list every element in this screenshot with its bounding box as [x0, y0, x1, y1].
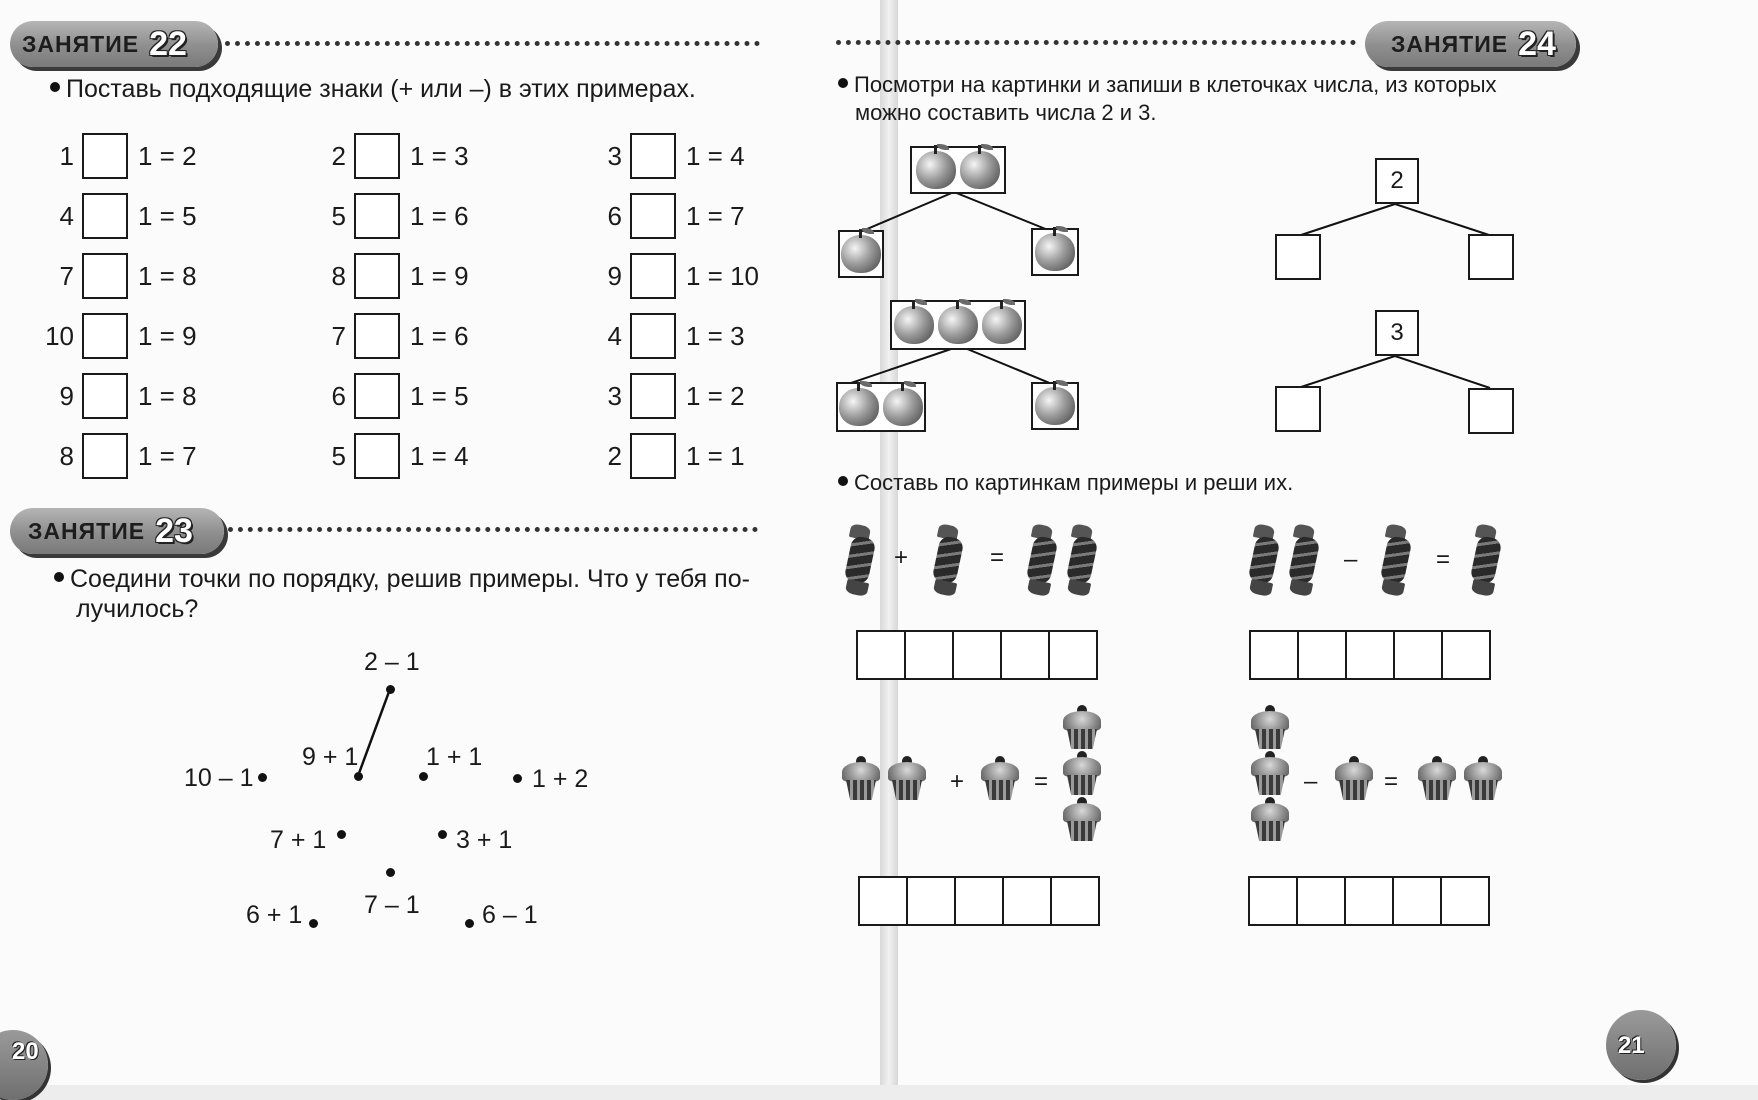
equation-rest: 1 = 6	[410, 320, 469, 351]
cupcake-icon	[1249, 755, 1291, 797]
equation-rest: 1 = 1	[686, 440, 745, 471]
page-number-badge	[1606, 1010, 1676, 1080]
apple-icon	[960, 151, 1000, 189]
apples-two-box	[836, 382, 926, 432]
operand: 1	[59, 140, 74, 171]
answer-box[interactable]	[1275, 386, 1321, 432]
bullet-icon	[838, 78, 848, 88]
apple-one-box	[1031, 382, 1079, 430]
apple-icon	[839, 388, 879, 426]
apple-icon	[841, 235, 881, 273]
candy-icon	[1064, 525, 1100, 595]
equals-sign: =	[1034, 768, 1049, 795]
point-dot[interactable]	[419, 772, 428, 781]
equation-rest: 1 = 2	[138, 140, 197, 171]
operand: 4	[59, 200, 74, 231]
left-page	[0, 0, 880, 1085]
dot-label: 9 + 1	[302, 743, 359, 771]
tree-top-number: 3	[1375, 310, 1419, 356]
apple-icon	[1035, 387, 1075, 425]
point-dot[interactable]	[337, 830, 346, 839]
lesson-number: 22	[149, 24, 187, 63]
point-dot[interactable]	[465, 919, 474, 928]
answer-grid[interactable]	[856, 630, 1098, 680]
cupcake-icon	[1061, 755, 1103, 797]
answer-grid[interactable]	[1248, 876, 1490, 926]
dot-label: 7 – 1	[364, 891, 420, 919]
point-dot[interactable]	[386, 868, 395, 877]
dot-label: 7 + 1	[270, 826, 327, 854]
equation-rest: 1 = 10	[686, 260, 760, 291]
lesson-label: ЗАНЯТИЕ	[22, 30, 140, 57]
cupcake-icon	[1249, 709, 1291, 751]
equation-rest: 1 = 9	[410, 260, 469, 291]
operand: 5	[331, 200, 346, 231]
equation-rest: 1 = 2	[686, 380, 745, 411]
dot-label: 2 – 1	[364, 648, 420, 676]
candy-icon	[1468, 525, 1504, 595]
answer-box[interactable]	[1468, 234, 1514, 280]
candy-group	[926, 520, 970, 600]
dot-label: 10 – 1	[184, 764, 254, 792]
apples-three-box	[890, 300, 1026, 350]
lesson-label: ЗАНЯТИЕ	[28, 517, 146, 544]
equation-rest: 1 = 5	[410, 380, 469, 411]
equation-rest: 1 = 7	[138, 440, 197, 471]
operand: 9	[59, 380, 74, 411]
equation-rest: 1 = 7	[686, 200, 745, 231]
point-dot[interactable]	[438, 830, 447, 839]
cupcake-icon	[1462, 760, 1504, 802]
apple-icon	[916, 151, 956, 189]
operand: 2	[607, 440, 622, 471]
task-instruction-cont: лучилось?	[76, 595, 199, 623]
operand: 6	[331, 380, 346, 411]
candy-icon	[842, 525, 878, 595]
operand: 8	[59, 440, 74, 471]
apple-icon	[982, 306, 1022, 344]
cupcake-icon	[840, 760, 882, 802]
dot-label: 6 + 1	[246, 901, 303, 929]
lesson-label: ЗАНЯТИЕ	[1391, 30, 1509, 57]
minus-sign: –	[1344, 546, 1358, 573]
operand: 10	[45, 320, 74, 351]
point-dot[interactable]	[386, 685, 395, 694]
cupcake-icon	[1061, 801, 1103, 843]
cupcake-group	[1330, 756, 1378, 806]
cupcake-icon	[1333, 760, 1375, 802]
candy-group	[1016, 520, 1108, 600]
minus-sign: –	[1304, 768, 1318, 795]
equation-rest: 1 = 3	[686, 320, 745, 351]
apples-two-box	[910, 146, 1006, 194]
apple-icon	[894, 306, 934, 344]
cupcake-icon	[1061, 709, 1103, 751]
candy-icon	[1286, 525, 1322, 595]
equals-sign: =	[1436, 546, 1451, 573]
answer-box[interactable]	[1275, 234, 1321, 280]
candy-group	[838, 520, 882, 600]
task-instruction: Соедини точки по порядку, решив примеры. Что у тебя по-	[54, 564, 774, 594]
cupcake-icon	[886, 760, 928, 802]
equation-rest: 1 = 6	[410, 200, 469, 231]
operand: 5	[331, 440, 346, 471]
equation-rest: 1 = 8	[138, 260, 197, 291]
plus-sign: +	[950, 768, 965, 795]
dot-label: 3 + 1	[456, 826, 513, 854]
dot-label: 1 + 1	[426, 743, 483, 771]
cupcake-stack	[1246, 706, 1294, 846]
operand: 4	[607, 320, 622, 351]
connection-line	[0, 0, 880, 1085]
equation-rest: 1 = 4	[410, 440, 469, 471]
operand: 8	[331, 260, 346, 291]
operand: 2	[331, 140, 346, 171]
dot-label: 6 – 1	[482, 901, 538, 929]
plus-sign: +	[894, 544, 909, 571]
equation-rest: 1 = 8	[138, 380, 197, 411]
point-dot[interactable]	[354, 772, 363, 781]
candy-group	[1238, 520, 1330, 600]
cupcake-group	[976, 756, 1024, 806]
equals-sign: =	[990, 544, 1005, 571]
bullet-icon	[838, 476, 848, 486]
cupcake-group	[836, 756, 932, 806]
equation-rest: 1 = 9	[138, 320, 197, 351]
task-instruction: Поставь подходящие знаки (+ или –) в этих примерах.	[50, 74, 850, 104]
candy-group	[1464, 520, 1508, 600]
page-number: 21	[1618, 1032, 1645, 1059]
cupcake-icon	[979, 760, 1021, 802]
point-dot[interactable]	[513, 774, 522, 783]
lesson-number: 24	[1518, 24, 1556, 63]
apple-icon	[883, 388, 923, 426]
task-instruction-cont: можно составить числа 2 и 3.	[855, 100, 1157, 125]
apple-icon	[938, 306, 978, 344]
candy-icon	[930, 525, 966, 595]
lesson-number: 23	[155, 511, 193, 550]
cupcake-stack	[1058, 706, 1106, 846]
task-instruction: Составь по картинкам примеры и реши их.	[838, 468, 1398, 498]
operand: 9	[607, 260, 622, 291]
cupcake-icon	[1416, 760, 1458, 802]
page-number: 20	[12, 1038, 39, 1065]
cupcake-group	[1410, 756, 1510, 806]
equation-rest: 1 = 4	[686, 140, 745, 171]
answer-grid[interactable]	[858, 876, 1100, 926]
operand: 3	[607, 380, 622, 411]
candy-group	[1374, 520, 1418, 600]
apple-icon	[1035, 233, 1075, 271]
operand: 3	[607, 140, 622, 171]
apple-one-box	[1031, 228, 1079, 276]
equation-rest: 1 = 5	[138, 200, 197, 231]
candy-icon	[1246, 525, 1282, 595]
equation-rest: 1 = 3	[410, 140, 469, 171]
answer-box[interactable]	[1468, 388, 1514, 434]
task-instruction: Посмотри на картинки и запиши в клеточках числа, из которых	[838, 70, 1558, 100]
apple-one-box	[838, 230, 884, 278]
operand: 7	[59, 260, 74, 291]
right-page	[854, 0, 1758, 1085]
point-dot[interactable]	[258, 773, 267, 782]
tree-top-number: 2	[1375, 158, 1419, 204]
equals-sign: =	[1384, 768, 1399, 795]
candy-icon	[1024, 525, 1060, 595]
dot-label: 1 + 2	[532, 765, 589, 793]
point-dot[interactable]	[309, 919, 318, 928]
answer-grid[interactable]	[1249, 630, 1491, 680]
operand: 6	[607, 200, 622, 231]
operand: 7	[331, 320, 346, 351]
candy-icon	[1378, 525, 1414, 595]
cupcake-icon	[1249, 801, 1291, 843]
